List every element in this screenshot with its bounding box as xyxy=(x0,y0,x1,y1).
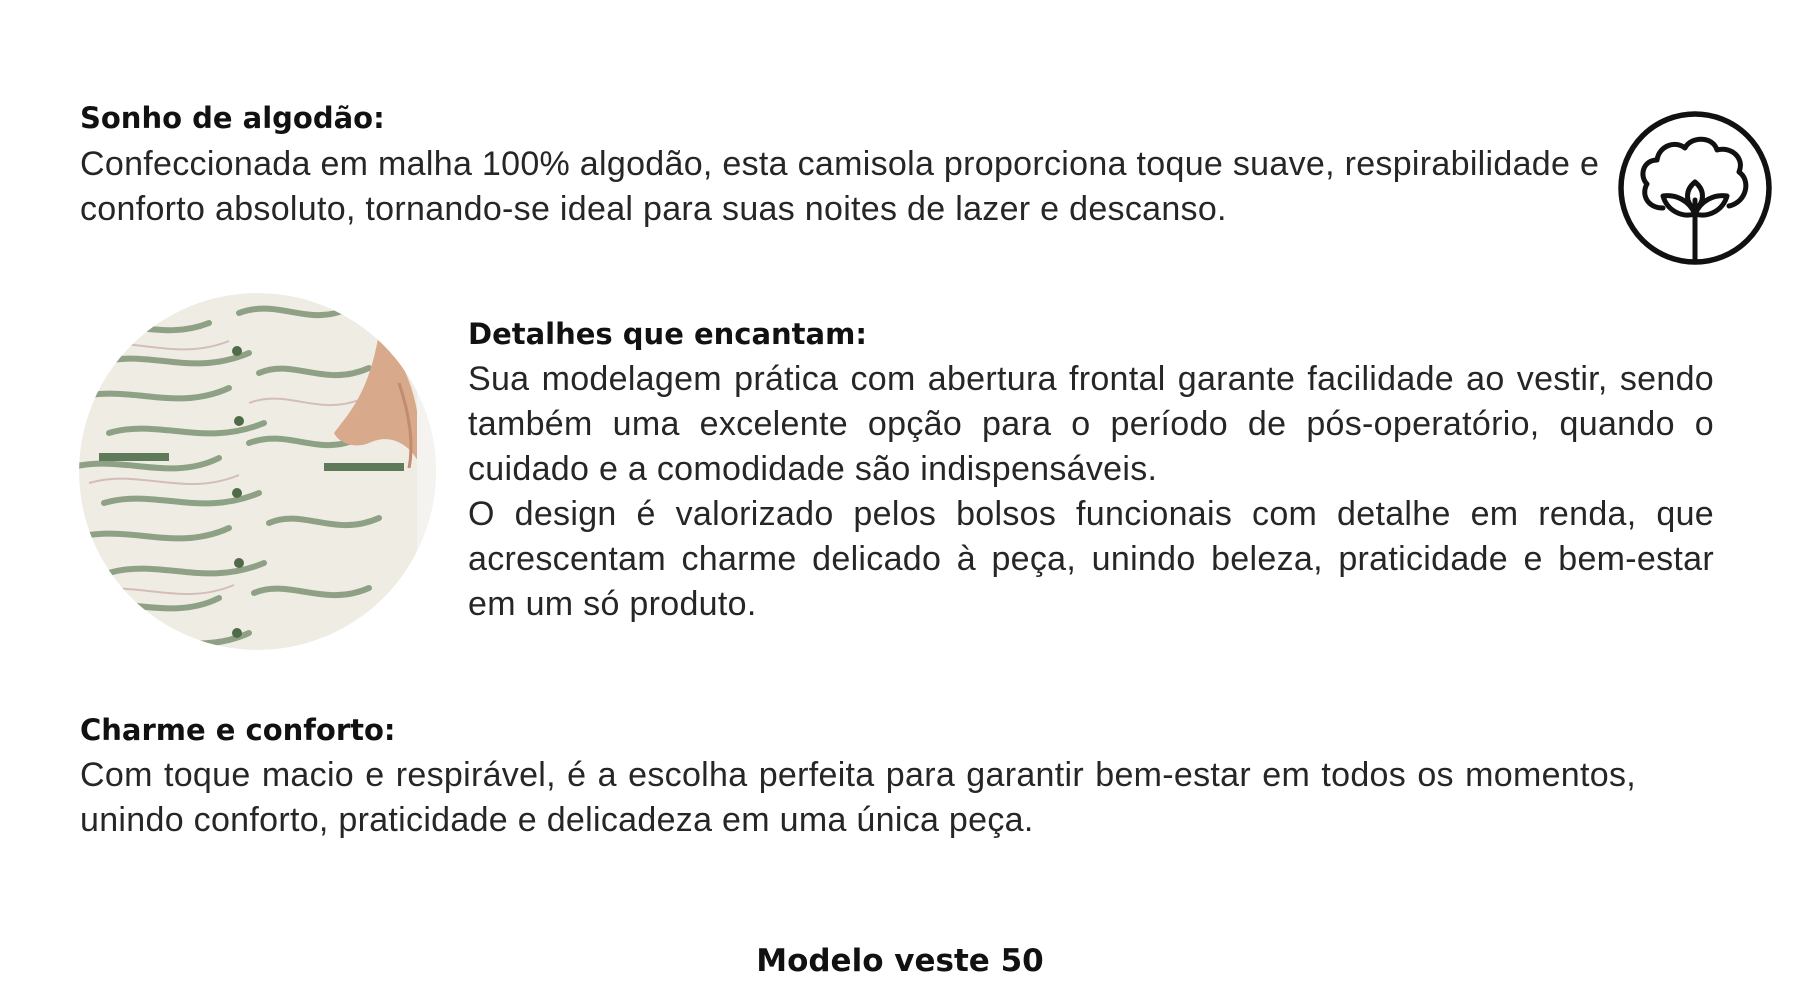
section-text-charm: Com toque macio e respirável, é a escolha perfeita para garantir bem-estar em todos os momentos, unindo conforto, praticidade e delicadeza em uma única peça. xyxy=(80,756,1636,839)
fabric-pocket-photo xyxy=(79,293,436,650)
section-title-details: Detalhes que encantam: xyxy=(468,317,867,351)
section-title-cotton: Sonho de algodão: xyxy=(80,101,385,135)
section-title-charm: Charme e conforto: xyxy=(80,713,396,747)
section-text-cotton: Confeccionada em malha 100% algodão, esta camisola proporciona toque suave, respirabilidade e conforto absoluto, tornando-se ideal para suas noites de lazer e descanso. xyxy=(80,145,1600,228)
model-size-note: Modelo veste 50 xyxy=(756,943,1044,979)
cotton-flower-icon xyxy=(1617,110,1773,266)
section-text-details-1: Sua modelagem prática com abertura frontal garante facilidade ao vestir, sendo também uma excelente opção para o período de pós-operatório, quando o cuidado e a comodidade são indispensáveis. xyxy=(468,360,1714,488)
section-text-details-2: O design é valorizado pelos bolsos funcionais com detalhe em renda, que acrescentam charme delicado à peça, unindo beleza, praticidade e bem-estar em um só produto. xyxy=(468,495,1714,623)
